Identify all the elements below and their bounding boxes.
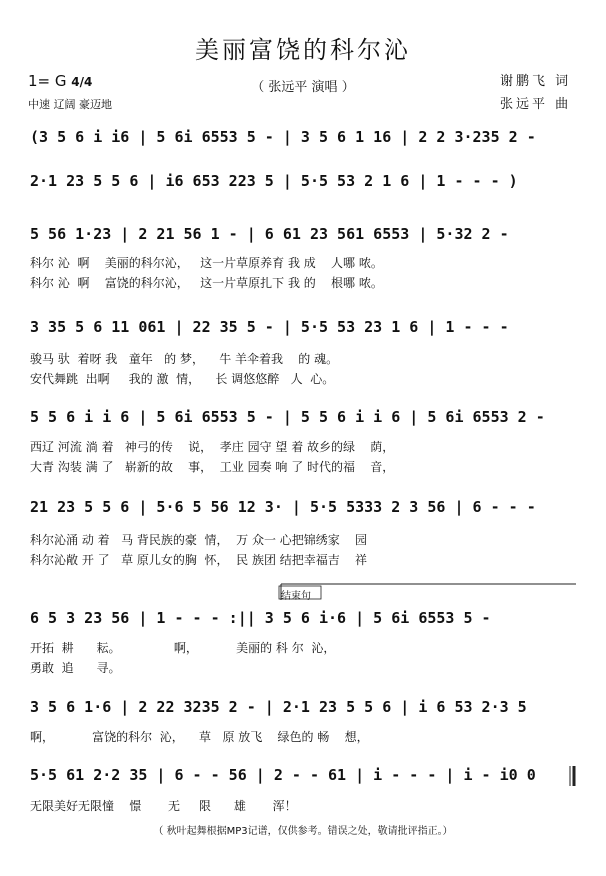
singer-credit: （ 张远平 演唱 ）	[251, 80, 355, 95]
lyric-row-3-verse-1: 科尔 沁 啊 美丽的科尔沁， 这一片草原养育 我 成 人哪 哝。	[30, 256, 383, 270]
key-text: 1= G	[28, 72, 67, 90]
lyric-row-5-verse-1: 西辽 河流 淌 着 神弓的传 说， 孝庄 园守 望 着 故乡的绿 荫，	[30, 440, 395, 454]
ending-label: 结束句	[281, 591, 311, 602]
notes-row-7: 6 5 3 23 56 | 1 - - - :|| 3 5 6 i·6 | 5 6i 6553 5 -	[30, 609, 491, 627]
notes-row-2: 2·1 23 5 5 6 | i6 653 223 5 | 5·5 53 2 1 6 | 1 - - - )	[30, 172, 518, 190]
lyric-row-9-verse-1: 无限美好无限憧 憬 无 限 雄 浑！	[30, 799, 297, 813]
lyric-row-6-verse-1: 科尔沁涌 动 着 马 背民族的豪 情， 万 众一 心把锦绣家 园	[30, 533, 368, 547]
lyric-row-3-verse-2: 科尔 沁 啊 富饶的科尔沁， 这一片草原扎下 我 的 根哪 哝。	[30, 276, 383, 290]
lyric-row-7-verse-2: 勇敢 追 寻。	[30, 661, 121, 675]
notes-row-1: (3 5 6 i i6 | 5 6i 6553 5 - | 3 5 6 1 16 | 2 2 3·235 2 -	[30, 128, 536, 146]
song-title: 美丽富饶的科尔沁	[195, 36, 411, 64]
lyric-row-5-verse-2: 大青 沟装 满 了 崭新的故 事， 工业 园奏 响 了 时代的福 音，	[30, 460, 395, 474]
key-signature	[28, 72, 92, 90]
notes-row-4: 3 35 5 6 11 061 | 22 35 5 - | 5·5 53 23 1 6 | 1 - - -	[30, 318, 509, 336]
notes-row-5: 5 5 6 i i 6 | 5 6i 6553 5 - | 5 5 6 i i 6 | 5 6i 6553 2 -	[30, 408, 545, 426]
notes-row-6: 21 23 5 5 6 | 5·6 5 56 12 3· | 5·5 5333 2 3 56 | 6 - - -	[30, 498, 536, 516]
composer-credit: 张远平 曲	[500, 97, 572, 112]
time-signature: 4/4	[71, 75, 93, 89]
lyric-row-6-verse-2: 科尔沁敞 开 了 草 原儿女的胸 怀， 民 族团 结把幸福吉 祥	[30, 553, 368, 567]
tempo-marking: 中速 辽阔 豪迈地	[28, 98, 112, 111]
notes-row-3: 5 56 1·23 | 2 21 56 1 - | 6 61 23 561 6553 | 5·32 2 -	[30, 225, 509, 243]
notes-row-8: 3 5 6 1·6 | 2 22 3235 2 - | 2·1 23 5 5 6 | i 6 53 2·3 5	[30, 698, 527, 716]
lyric-row-4-verse-1: 骏马 驮 着呀 我 童年 的 梦， 牛 羊伞着我 的 魂。	[30, 352, 339, 366]
lyric-row-7-verse-1: 开拓 耕 耘。 啊， 美丽的 科 尔 沁，	[30, 641, 336, 655]
lyric-row-8-verse-1: 啊， 富饶的科尔 沁， 草 原 放飞 绿色的 畅 想，	[30, 730, 369, 744]
notes-row-9: 5·5 61 2·2 35 | 6 - - 56 | 2 - - 61 | i - - - | i - i0 0	[30, 766, 536, 784]
footnote: （ 秋叶起舞根据MP3记谱，仅供参考。错误之处，敬请批评指正。）	[153, 826, 453, 837]
lyric-row-4-verse-2: 安代舞跳 出啊 我的 激 情， 长 调悠悠醉 人 心。	[30, 372, 335, 386]
lyricist-credit: 谢鹏飞 词	[500, 74, 572, 89]
